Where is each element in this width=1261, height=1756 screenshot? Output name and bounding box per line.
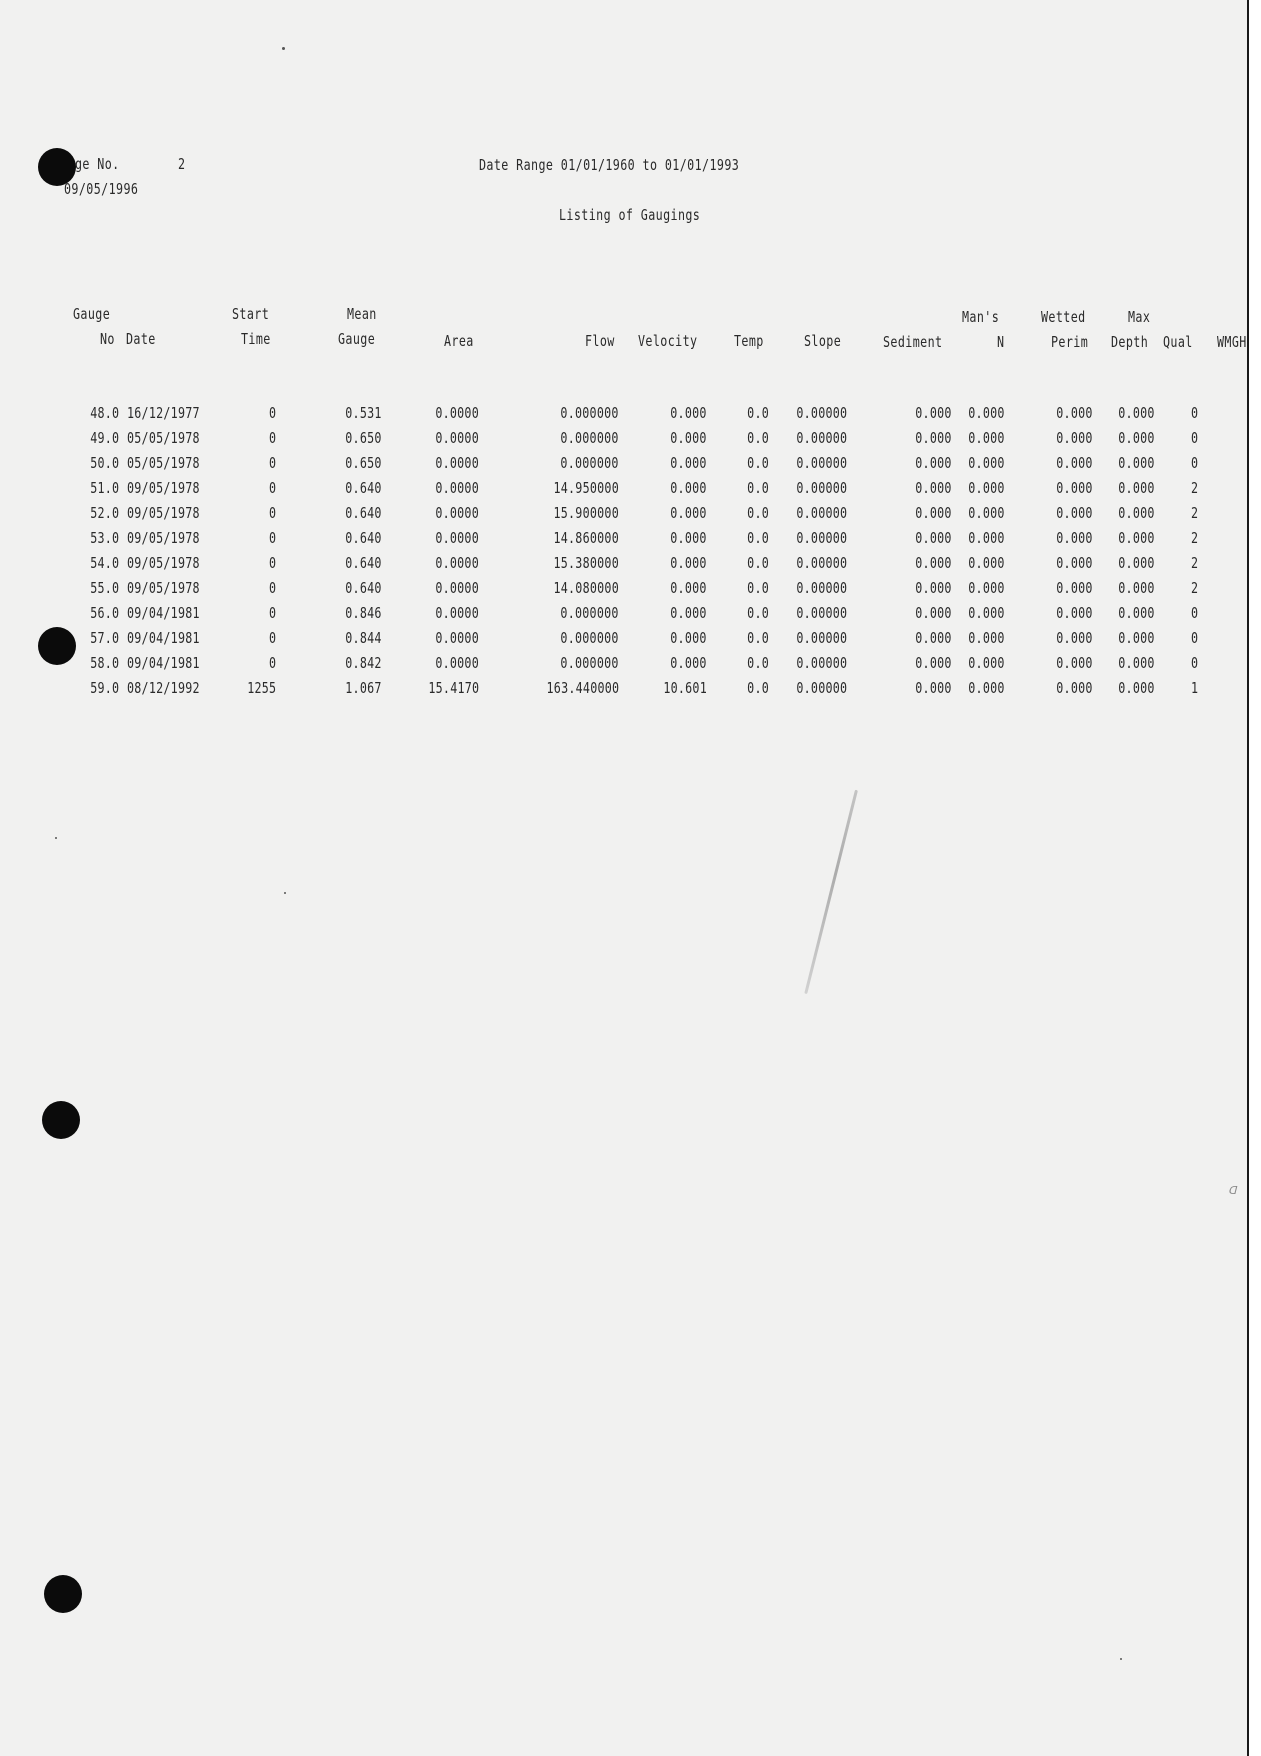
cell-wetted: 0.000 [1056, 654, 1093, 672]
cell-wetted: 0.000 [1056, 554, 1093, 572]
cell-time: 0 [268, 404, 276, 422]
cell-wetted: 0.000 [1056, 679, 1093, 697]
col-mean: Mean [347, 305, 377, 323]
cell-flow: 14.080000 [553, 579, 619, 597]
cell-time: 0 [268, 579, 276, 597]
col-mean-gauge: Gauge [338, 330, 376, 348]
cell-date: 16/12/1977 [127, 404, 200, 422]
cell-area: 0.0000 [435, 604, 479, 622]
col-flow: Flow [585, 332, 615, 350]
pencil-mark: ᗡ [1228, 1184, 1237, 1197]
cell-area: 0.0000 [435, 629, 479, 647]
cell-depth: 0.000 [1118, 429, 1155, 447]
table-row [0, 404, 1247, 429]
table-row [0, 504, 1247, 529]
table-row [0, 554, 1247, 579]
cell-qual: 2 [1190, 554, 1198, 572]
cell-date: 09/04/1981 [127, 604, 200, 622]
cell-flow: 0.000000 [560, 604, 619, 622]
cell-depth: 0.000 [1118, 479, 1155, 497]
col-start: Start [232, 305, 270, 323]
cell-sediment: 0.000 [915, 554, 952, 572]
cell-mans: 0.000 [968, 479, 1005, 497]
cell-velocity: 0.000 [670, 604, 707, 622]
cell-time: 0 [268, 529, 276, 547]
cell-velocity: 0.000 [670, 504, 707, 522]
cell-velocity: 0.000 [670, 429, 707, 447]
col-max: Max [1128, 308, 1151, 326]
cell-mean: 0.640 [345, 579, 382, 597]
col-area: Area [444, 332, 474, 350]
cell-mean: 0.650 [345, 454, 382, 472]
table-row [0, 604, 1247, 629]
cell-date: 09/05/1978 [127, 479, 200, 497]
cell-mean: 0.846 [345, 604, 382, 622]
cell-mans: 0.000 [968, 579, 1005, 597]
table-row [0, 454, 1247, 479]
page-number: 2 [178, 155, 186, 173]
cell-flow: 14.950000 [553, 479, 619, 497]
paper-speck [55, 837, 57, 839]
cell-date: 09/05/1978 [127, 504, 200, 522]
cell-sediment: 0.000 [915, 404, 952, 422]
cell-no: 49.0 [89, 429, 119, 447]
col-max-depth: Depth [1111, 333, 1149, 351]
table-row [0, 679, 1247, 704]
cell-temp: 0.0 [747, 604, 769, 622]
cell-temp: 0.0 [747, 504, 769, 522]
cell-mean: 0.640 [345, 504, 382, 522]
paper-speck [282, 47, 285, 50]
cell-area: 0.0000 [435, 504, 479, 522]
cell-flow: 15.380000 [553, 554, 619, 572]
cell-depth: 0.000 [1118, 454, 1155, 472]
table-row [0, 654, 1247, 679]
cell-qual: 0 [1190, 429, 1198, 447]
cell-no: 54.0 [89, 554, 119, 572]
cell-velocity: 0.000 [670, 479, 707, 497]
cell-flow: 0.000000 [560, 654, 619, 672]
cell-area: 0.0000 [435, 529, 479, 547]
cell-flow: 14.860000 [553, 529, 619, 547]
cell-sediment: 0.000 [915, 454, 952, 472]
cell-velocity: 0.000 [670, 529, 707, 547]
cell-date: 09/05/1978 [127, 529, 200, 547]
cell-mans: 0.000 [968, 529, 1005, 547]
cell-area: 0.0000 [435, 554, 479, 572]
cell-date: 09/04/1981 [127, 629, 200, 647]
cell-depth: 0.000 [1118, 579, 1155, 597]
cell-no: 58.0 [89, 654, 119, 672]
cell-velocity: 0.000 [670, 554, 707, 572]
table-row [0, 579, 1247, 604]
table-row [0, 429, 1247, 454]
col-mans: Man's [962, 308, 1000, 326]
cell-temp: 0.0 [747, 679, 769, 697]
cell-mean: 0.640 [345, 479, 382, 497]
cell-time: 0 [268, 454, 276, 472]
cell-temp: 0.0 [747, 529, 769, 547]
cell-temp: 0.0 [747, 554, 769, 572]
cell-qual: 1 [1190, 679, 1198, 697]
cell-temp: 0.0 [747, 479, 769, 497]
col-qual: Qual [1163, 333, 1193, 351]
col-velocity: Velocity [638, 332, 698, 350]
cell-slope: 0.00000 [796, 529, 847, 547]
cell-qual: 0 [1190, 454, 1198, 472]
cell-velocity: 0.000 [670, 629, 707, 647]
cell-time: 0 [268, 554, 276, 572]
cell-no: 59.0 [89, 679, 119, 697]
cell-slope: 0.00000 [796, 554, 847, 572]
cell-mean: 0.844 [345, 629, 382, 647]
punch-hole-3 [42, 1101, 80, 1139]
cell-mans: 0.000 [968, 429, 1005, 447]
cell-no: 51.0 [89, 479, 119, 497]
gaugings-table [0, 404, 1247, 704]
col-wmgh: WMGH [1217, 333, 1247, 351]
cell-date: 09/05/1978 [127, 579, 200, 597]
cell-slope: 0.00000 [796, 479, 847, 497]
cell-area: 0.0000 [435, 479, 479, 497]
cell-wetted: 0.000 [1056, 404, 1093, 422]
cell-slope: 0.00000 [796, 679, 847, 697]
cell-sediment: 0.000 [915, 429, 952, 447]
cell-no: 53.0 [89, 529, 119, 547]
cell-date: 09/04/1981 [127, 654, 200, 672]
cell-qual: 0 [1190, 654, 1198, 672]
cell-time: 0 [268, 479, 276, 497]
cell-wetted: 0.000 [1056, 579, 1093, 597]
cell-mean: 0.640 [345, 529, 382, 547]
cell-depth: 0.000 [1118, 504, 1155, 522]
cell-date: 05/05/1978 [127, 454, 200, 472]
col-temp: Temp [734, 332, 764, 350]
cell-slope: 0.00000 [796, 654, 847, 672]
cell-flow: 15.900000 [553, 504, 619, 522]
cell-date: 08/12/1992 [127, 679, 200, 697]
cell-area: 0.0000 [435, 429, 479, 447]
col-wetted-perim: Perim [1051, 333, 1089, 351]
cell-mean: 0.531 [345, 404, 382, 422]
cell-temp: 0.0 [747, 654, 769, 672]
cell-sediment: 0.000 [915, 679, 952, 697]
cell-slope: 0.00000 [796, 404, 847, 422]
cell-time: 0 [268, 629, 276, 647]
cell-flow: 0.000000 [560, 429, 619, 447]
paper-speck [284, 892, 286, 894]
cell-depth: 0.000 [1118, 654, 1155, 672]
cell-temp: 0.0 [747, 454, 769, 472]
cell-mans: 0.000 [968, 554, 1005, 572]
cell-sediment: 0.000 [915, 579, 952, 597]
col-mans-n: N [997, 333, 1005, 351]
cell-mans: 0.000 [968, 454, 1005, 472]
cell-temp: 0.0 [747, 629, 769, 647]
cell-flow: 0.000000 [560, 629, 619, 647]
cell-no: 52.0 [89, 504, 119, 522]
cell-slope: 0.00000 [796, 604, 847, 622]
col-wetted: Wetted [1041, 308, 1086, 326]
cell-qual: 2 [1190, 529, 1198, 547]
cell-depth: 0.000 [1118, 554, 1155, 572]
cell-no: 50.0 [89, 454, 119, 472]
cell-area: 0.0000 [435, 579, 479, 597]
page-number-label: ge No. [75, 155, 120, 173]
cell-slope: 0.00000 [796, 629, 847, 647]
cell-temp: 0.0 [747, 579, 769, 597]
cell-mans: 0.000 [968, 679, 1005, 697]
cell-sediment: 0.000 [915, 629, 952, 647]
report-title: Listing of Gaugings [559, 206, 701, 224]
cell-slope: 0.00000 [796, 429, 847, 447]
cell-depth: 0.000 [1118, 604, 1155, 622]
col-gauge: Gauge [73, 305, 111, 323]
cell-velocity: 0.000 [670, 454, 707, 472]
cell-temp: 0.0 [747, 404, 769, 422]
cell-depth: 0.000 [1118, 629, 1155, 647]
cell-velocity: 0.000 [670, 404, 707, 422]
cell-no: 56.0 [89, 604, 119, 622]
cell-time: 0 [268, 429, 276, 447]
punch-hole-4 [44, 1575, 82, 1613]
cell-qual: 0 [1190, 629, 1198, 647]
cell-sediment: 0.000 [915, 604, 952, 622]
cell-date: 09/05/1978 [127, 554, 200, 572]
date-range: Date Range 01/01/1960 to 01/01/1993 [479, 156, 740, 174]
cell-qual: 0 [1190, 404, 1198, 422]
cell-wetted: 0.000 [1056, 529, 1093, 547]
cell-velocity: 0.000 [670, 579, 707, 597]
table-row [0, 629, 1247, 654]
cell-mean: 0.640 [345, 554, 382, 572]
cell-sediment: 0.000 [915, 529, 952, 547]
pencil-stroke [804, 790, 858, 994]
cell-time: 0 [268, 654, 276, 672]
cell-mans: 0.000 [968, 504, 1005, 522]
col-start-time: Time [241, 330, 271, 348]
cell-flow: 0.000000 [560, 404, 619, 422]
cell-mean: 1.067 [345, 679, 382, 697]
cell-mans: 0.000 [968, 654, 1005, 672]
cell-qual: 2 [1190, 579, 1198, 597]
cell-velocity: 0.000 [670, 654, 707, 672]
cell-sediment: 0.000 [915, 654, 952, 672]
cell-depth: 0.000 [1118, 679, 1155, 697]
cell-wetted: 0.000 [1056, 429, 1093, 447]
cell-no: 55.0 [89, 579, 119, 597]
cell-area: 0.0000 [435, 454, 479, 472]
cell-area: 0.0000 [435, 404, 479, 422]
cell-slope: 0.00000 [796, 579, 847, 597]
cell-slope: 0.00000 [796, 454, 847, 472]
cell-slope: 0.00000 [796, 504, 847, 522]
cell-time: 0 [268, 504, 276, 522]
cell-no: 48.0 [89, 404, 119, 422]
cell-qual: 0 [1190, 604, 1198, 622]
cell-depth: 0.000 [1118, 529, 1155, 547]
cell-wetted: 0.000 [1056, 504, 1093, 522]
col-date: Date [126, 330, 156, 348]
cell-time: 0 [268, 604, 276, 622]
cell-flow: 163.440000 [546, 679, 619, 697]
cell-mans: 0.000 [968, 404, 1005, 422]
cell-depth: 0.000 [1118, 404, 1155, 422]
cell-qual: 2 [1190, 479, 1198, 497]
cell-sediment: 0.000 [915, 479, 952, 497]
cell-wetted: 0.000 [1056, 629, 1093, 647]
cell-area: 0.0000 [435, 654, 479, 672]
col-gauge-no: No [100, 330, 115, 348]
cell-time: 1255 [246, 679, 276, 697]
cell-wetted: 0.000 [1056, 479, 1093, 497]
col-slope: Slope [804, 332, 842, 350]
cell-sediment: 0.000 [915, 504, 952, 522]
col-sediment: Sediment [883, 333, 943, 351]
cell-velocity: 10.601 [663, 679, 707, 697]
cell-date: 05/05/1978 [127, 429, 200, 447]
cell-temp: 0.0 [747, 429, 769, 447]
cell-no: 57.0 [89, 629, 119, 647]
print-date: 09/05/1996 [64, 180, 139, 198]
cell-mean: 0.650 [345, 429, 382, 447]
cell-wetted: 0.000 [1056, 454, 1093, 472]
cell-mean: 0.842 [345, 654, 382, 672]
cell-mans: 0.000 [968, 629, 1005, 647]
cell-mans: 0.000 [968, 604, 1005, 622]
cell-wetted: 0.000 [1056, 604, 1093, 622]
cell-area: 15.4170 [428, 679, 479, 697]
paper-speck [1120, 1658, 1122, 1660]
cell-flow: 0.000000 [560, 454, 619, 472]
table-row [0, 479, 1247, 504]
cell-qual: 2 [1190, 504, 1198, 522]
table-row [0, 529, 1247, 554]
